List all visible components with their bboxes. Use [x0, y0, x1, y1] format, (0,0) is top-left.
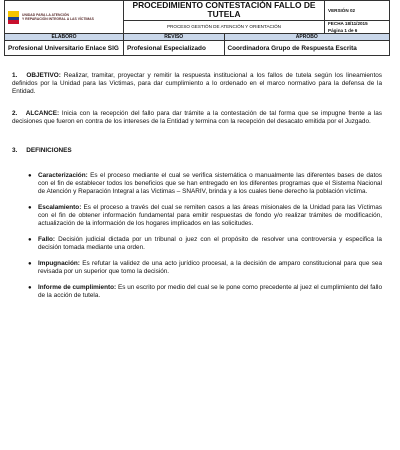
definition-text: Es el proceso a través del cual se remiten casos a las áreas misionales de la Unidad para las Víctimas con el fin de obtener información fundamental para emitir respuestas de fondo y/o realizar trámites de modificación, actualización de la información de los hogares implicados en las solicitudes. — [38, 204, 383, 227]
bullet-icon: ● — [28, 261, 32, 267]
objetivo-number: 1. — [12, 72, 18, 79]
alcance-number: 2. — [12, 110, 18, 117]
definiciones-heading: DEFINICIONES — [26, 147, 72, 154]
section-definiciones — [12, 147, 382, 155]
document-title: PROCEDIMIENTO CONTESTACIÓN FALLO DE TUTELA — [124, 1, 325, 21]
person-reviso: Profesional Especializado — [124, 41, 225, 56]
definition-term: Caracterización: — [38, 172, 88, 179]
definition-item — [28, 204, 383, 228]
logo-text — [22, 13, 94, 21]
document-date: FECHA 18/11/2015 — [328, 20, 368, 26]
colombia-flag-icon — [8, 11, 19, 24]
definition-term: Impugnación: — [38, 260, 80, 267]
logo-text-line-2: Y REPARACIÓN INTEGRAL A LAS VÍCTIMAS — [22, 17, 94, 21]
role-elaboro: ELABORO — [5, 34, 124, 41]
definition-text: Es un escrito por medio del cual se le pone como precedente al juez el cumplimiento del fallo de la acción de tutela. — [38, 284, 382, 299]
definition-item — [28, 260, 383, 276]
bullet-icon: ● — [28, 285, 32, 291]
unidad-victimas-logo — [8, 3, 120, 31]
objetivo-heading: OBJETIVO: — [26, 72, 61, 79]
definitions-list — [28, 172, 383, 308]
definition-term: Informe de cumplimiento: — [38, 284, 117, 291]
bullet-icon: ● — [28, 205, 32, 211]
process-subtitle: PROCESO GESTIÓN DE ATENCIÓN Y ORIENTACIÓN — [124, 20, 325, 33]
definition-text: Decisión judicial dictada por un tribunal o juez con el propósito de resolver una controversia y especifica la decisión tomada mediante una orden. — [38, 236, 382, 251]
section-objetivo — [12, 72, 382, 96]
version-label: VERSIÓN 02 — [325, 1, 390, 21]
person-elaboro: Profesional Universitario Enlace SIG — [5, 41, 124, 56]
objetivo-text: Realizar, tramitar, proyectar y remitir la respuesta institucional a los fallos de tutela según los lineamientos definidos por la Unidad para las Victimas, para dar cumplimiento a lo ordenado en el marco normativo para la defensa de la Entidad. — [12, 72, 383, 95]
alcance-text: Inicia con la recepción del fallo para dar trámite a la contestación de tal forma que se impugne frente a las decisiones que fueron en contra de los intereses de la Entidad y termina con la recepción del desacato emitida por el Juzgado. — [12, 110, 382, 125]
document-header-table — [4, 0, 390, 56]
definition-term: Escalamiento: — [38, 204, 82, 211]
bullet-icon: ● — [28, 173, 32, 179]
person-aprobo: Coordinadora Grupo de Respuesta Escrita — [224, 41, 390, 56]
alcance-heading: ALCANCE: — [25, 110, 60, 117]
logo-cell — [5, 1, 124, 34]
definiciones-number: 3. — [12, 147, 18, 154]
role-aprobo: APROBO — [224, 34, 390, 41]
definition-text: Es refutar la validez de una acto jurídico procesal, a la decisión de amparo constitucional para que sea revisada por un superior que tomo la decisión. — [38, 260, 383, 275]
definition-item — [28, 284, 382, 300]
logo-text-line-1: UNIDAD PARA LA ATENCIÓN — [22, 13, 69, 17]
definition-text: Es el proceso mediante el cual se verifica sistemática o manualmente las diferentes bases de datos con el fin de establecer todos los beneficios que se han entregado en los diferentes programas que el Sistema Nacional de Atención y Reparación Integral a las Victimas – SNARIV, brinda y a los cuales tiene derecho la población víctima. — [38, 172, 383, 195]
definition-term: Fallo: — [38, 236, 56, 243]
definition-item — [28, 172, 383, 196]
bullet-icon: ● — [28, 237, 32, 243]
date-page-cell — [325, 20, 390, 33]
page-number: Página 1 de 6 — [328, 27, 358, 33]
role-reviso: REVISO — [124, 34, 225, 41]
definition-item — [28, 236, 382, 252]
section-alcance — [12, 110, 382, 126]
